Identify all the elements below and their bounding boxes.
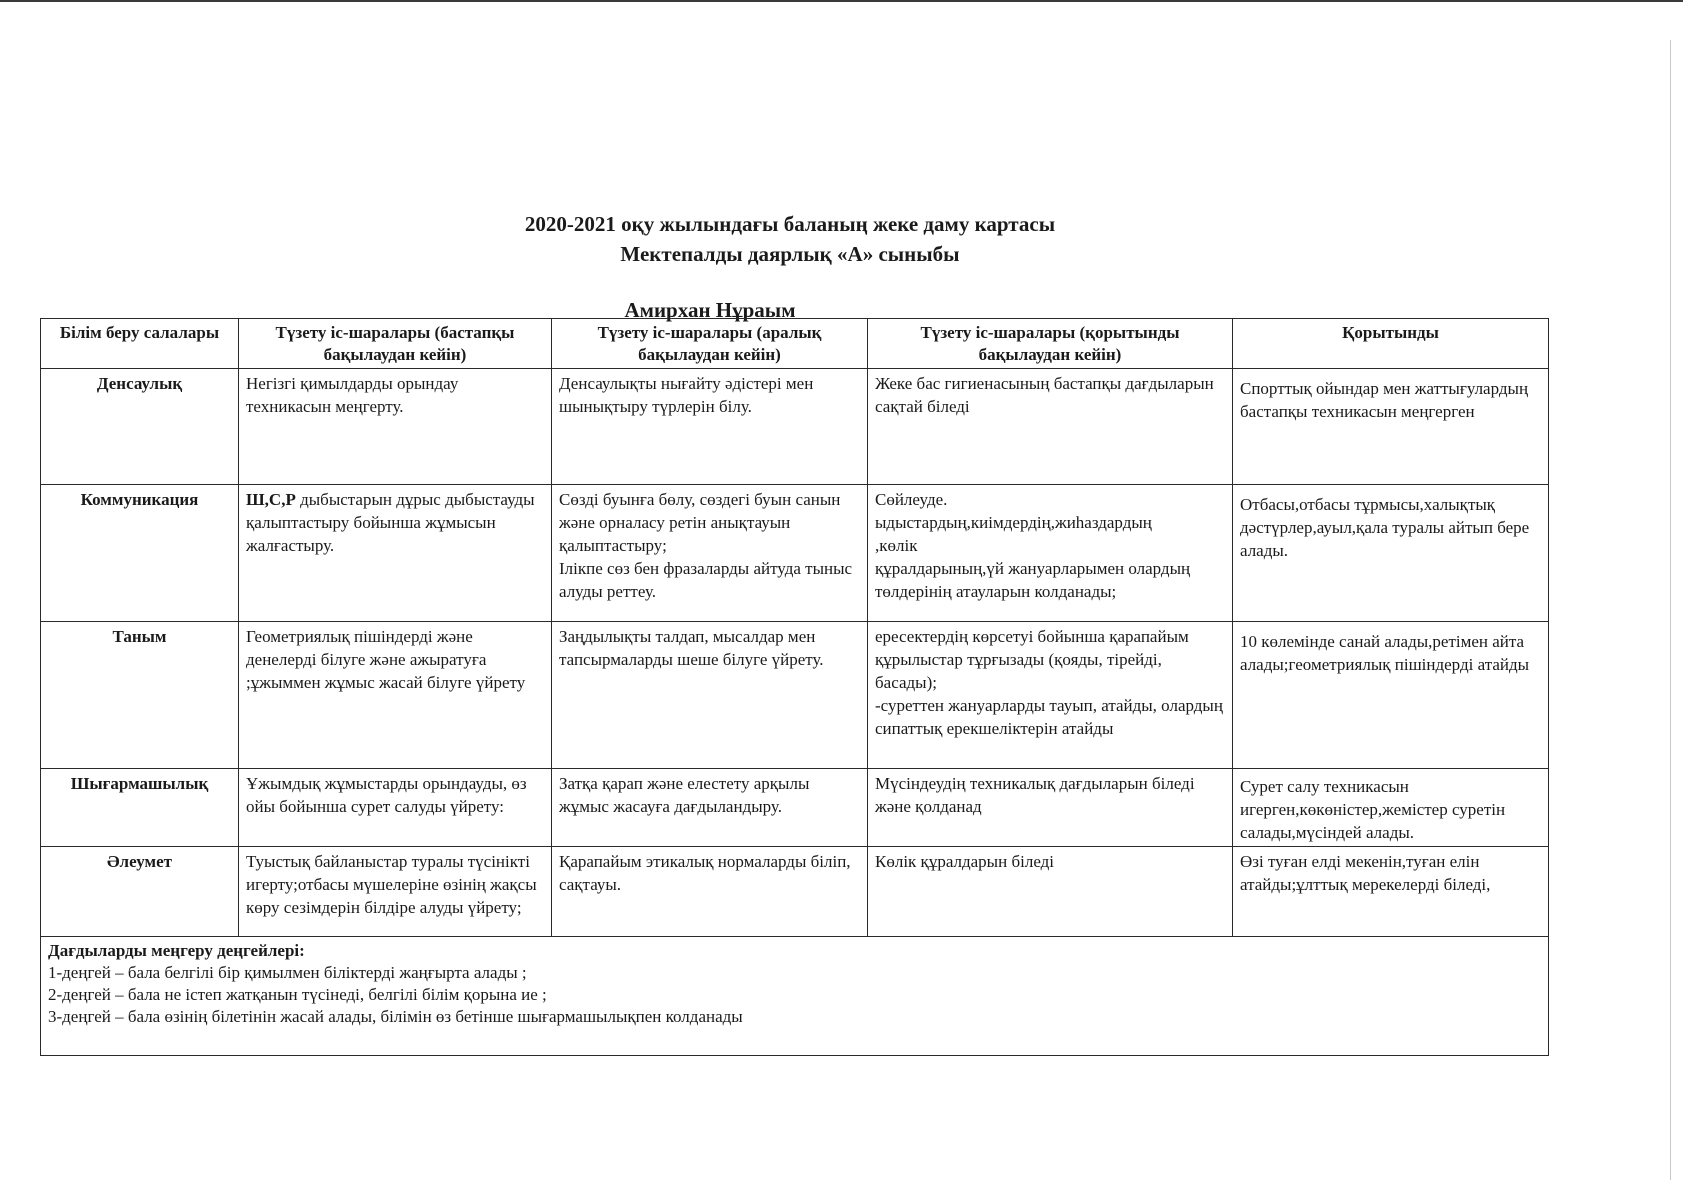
skill-levels-row [41,937,1549,1056]
intermediate-cell: Затқа қарап және елестету арқылы жұмыс жасауға дағдыландыру. [552,769,868,847]
intermediate-cell: Заңдылықты талдап, мысалдар мен тапсырмаларды шеше білуге үйрету. [552,622,868,769]
table-row [41,622,1549,769]
initial-text: дыбыстарын дұрыс дыбыстауды қалыптастыру бойынша жұмысын жалғастыру. [246,490,535,555]
area-cell: Коммуникация [41,485,239,622]
initial-cell [239,485,552,622]
final-cell: Мүсіндеудің техникалық дағдыларын біледі және қолданад [868,769,1233,847]
header-final-measures: Түзету іс-шаралары (қорытынды бақылаудан кейін) [868,319,1233,369]
final-text-2: -суреттен жануарларды тауып, атайды, олардың сипаттық ерекшеліктерін атайды [875,696,1223,738]
skill-level-2: 2-деңгей – бала не істеп жатқанын түсінеді, белгілі білім қорына ие ; [48,985,547,1004]
document-title: 2020-2021 оқу жылындағы баланың жеке даму картасы [524,212,1056,236]
conclusion-cell: 10 көлемінде санай алады,ретімен айта алады;геометриялық пішіндерді атайды [1233,622,1549,769]
skill-level-1: 1-деңгей – бала белгілі бір қимылмен біліктерді жаңғырта алады ; [48,963,527,982]
final-text-2: ыдыстардың,киімдердің,жиһаздардың [875,513,1152,532]
initial-cell: Геометриялық пішіндерді және денелерді білуге және ажыратуға ;ұжыммен жұмыс жасай білуге үйрету [239,622,552,769]
document-subtitle: Мектепалды даярлық «А» сыныбы [620,242,960,266]
table-row [41,485,1549,622]
initial-cell: Туыстық байланыстар туралы түсінікті игерту;отбасы мүшелеріне өзінің жақсы көру сезімдерін білдіре алуды үйрету; [239,847,552,937]
final-text: Сөйлеуде. [875,490,948,509]
skill-levels-cell [41,937,1549,1056]
conclusion-cell: Өзі туған елді мекенін,туған елін атайды;ұлттық мерекелерді біледі, [1233,847,1549,937]
skill-level-3: 3-деңгей – бала өзінің білетінін жасай алады, білімін өз бетінше шығармашылықпен колданады [48,1007,743,1026]
final-text-4: құралдарының,үй жануарларымен олардың төлдерінің атауларын колданады; [875,559,1191,601]
scan-edge-top [0,0,1683,2]
header-intermediate-measures: Түзету іс-шаралары (аралық бақылаудан кейін) [552,319,868,369]
header-conclusion: Қорытынды [1233,319,1549,369]
header-education-area: Білім беру салалары [41,319,239,369]
sounds-bold-text: Ш,С,Р [246,490,296,509]
area-cell: Денсаулық [41,369,239,485]
initial-cell: Негізгі қимылдарды орындау техникасын меңгерту. [239,369,552,485]
scan-edge-right [1670,40,1671,1180]
conclusion-cell: Сурет салу техникасын игерген,көкөністер,жемістер суретін салады,мүсіндей алады. [1233,769,1549,847]
intermediate-cell: Қарапайым этикалық нормаларды біліп, сақтауы. [552,847,868,937]
conclusion-cell: Спорттық ойындар мен жаттығулардың бастапқы техникасын меңгерген [1233,369,1549,485]
final-text: ересектердің көрсетуі бойынша қарапайым құрылыстар тұрғызады (қояды, тірейді, басады); [875,627,1189,692]
intermediate-cell: Денсаулықты нығайту әдістері мен шынықтыру түрлерін білу. [552,369,868,485]
initial-cell: Ұжымдық жұмыстарды орындауды, өз ойы бойынша сурет салуды үйрету: [239,769,552,847]
conclusion-cell: Отбасы,отбасы тұрмысы,халықтық дәстүрлер,ауыл,қала туралы айтып бере алады. [1233,485,1549,622]
final-cell [868,485,1233,622]
intermediate-cell [552,485,868,622]
area-cell: Таным [41,622,239,769]
development-card-table [40,318,1549,1056]
final-cell: Жеке бас гигиенасының бастапқы дағдыларын сақтай біледі [868,369,1233,485]
area-cell: Әлеумет [41,847,239,937]
final-cell [868,622,1233,769]
intermediate-text-2: Ілікпе сөз бен фразаларды айтуда тыныс алуды реттеу. [559,559,853,601]
final-cell: Көлік құралдарын біледі [868,847,1233,937]
table-row [41,769,1549,847]
table-row [41,847,1549,937]
final-text-3: ,көлік [875,536,918,555]
header-initial-measures: Түзету іс-шаралары (бастапқы бақылаудан кейін) [239,319,552,369]
intermediate-text: Сөзді буынға бөлу, сөздегі буын санын және орналасу ретін анықтауын қалыптастыру; [559,490,841,555]
table-header-row [41,319,1549,369]
skill-levels-title: Дағдыларды меңгеру деңгейлері: [48,941,305,960]
area-cell: Шығармашылық [41,769,239,847]
child-name: Амирхан Нұраым [624,298,796,322]
table-row [41,369,1549,485]
